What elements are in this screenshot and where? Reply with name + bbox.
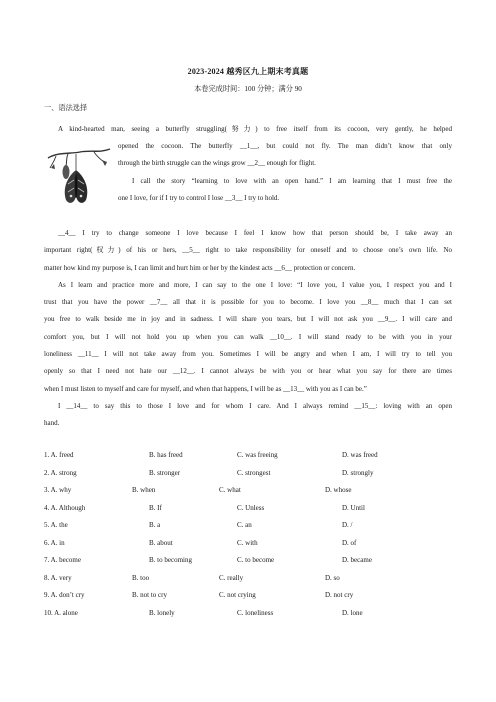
option-row [44, 591, 454, 609]
passage-line: openly so that I need not hate our __12__. I cannot always be with you or hear what you say for there are times [44, 367, 452, 376]
passage-line: through the birth struggle can the wings grow __2__ enough for flight. [118, 159, 316, 168]
passage-line: opened the cocoon. The butterfly __1__, but could not fly. The man didn’t know that only [118, 142, 452, 150]
option-c[interactable]: C. loneliness [237, 608, 274, 617]
option-c[interactable]: C. an [237, 521, 252, 529]
passage-line: As I learn and practice more and more, I can say to the one I love: “I love you, I value you, I respect you and I [58, 280, 452, 289]
passage-line: I call the story “learning to love with an open hand.” I am learning that I must free the [132, 176, 452, 185]
option-c[interactable]: C. what [219, 486, 241, 494]
passage-line: A kind-hearted man, seeing a butterfly struggling(努力) to free itself from its cocoon, very gently, he helped [58, 125, 452, 133]
passage-wrapped-text [118, 138, 452, 207]
option-b[interactable]: B. too [132, 573, 150, 582]
option-a[interactable]: 1. A. freed [44, 451, 74, 459]
option-row [44, 609, 454, 627]
option-b[interactable]: B. a [149, 521, 161, 529]
page-title: 2023-2024 越秀区九上期末考真题 [187, 67, 309, 76]
option-c[interactable]: C. Unless [237, 503, 265, 512]
option-b[interactable]: B. about [149, 538, 173, 547]
option-c[interactable]: C. really [219, 573, 244, 582]
option-a[interactable]: 3. A. why [44, 486, 72, 494]
option-d[interactable]: D. / [342, 521, 353, 529]
option-b[interactable]: B. not to cry [132, 591, 167, 599]
option-c[interactable]: C. strongest [237, 468, 271, 477]
option-d[interactable]: D. Until [342, 503, 365, 512]
option-a[interactable]: 8. A. very [44, 573, 72, 582]
option-c[interactable]: C. was freeing [237, 451, 278, 459]
option-b[interactable]: B. when [132, 486, 156, 494]
option-row [44, 486, 454, 504]
option-a[interactable]: 7. A. become [44, 556, 81, 564]
section-heading: 一、语法选择 [44, 104, 88, 112]
option-b[interactable]: B. has freed [149, 451, 183, 459]
option-c[interactable]: C. to become [237, 556, 275, 564]
option-a[interactable]: 6. A. in [44, 538, 65, 547]
option-a[interactable]: 9. A. don’t cry [44, 591, 85, 599]
passage-line: __4__ I try to change someone I love because I feel I know how that person should be, I take away an [58, 229, 452, 237]
passage-line: loneliness __11__ I will not take away from you. Sometimes I will be angry and when I am, I will try to tell you [44, 350, 452, 359]
passage-line: when I must listen to myself and care for myself, and when that happens, I will be as __13__ with you as I can be.” [44, 384, 367, 393]
option-row [44, 469, 454, 487]
option-b[interactable]: B. to becoming [149, 556, 192, 564]
option-d[interactable]: D. was freed [342, 451, 378, 459]
option-d[interactable]: D. lone [342, 608, 363, 617]
page-subtitle: 本卷完成时间：100 分钟；满分 90 [194, 85, 302, 93]
option-b[interactable]: B. If [149, 503, 162, 512]
option-row [44, 451, 454, 469]
option-row [44, 539, 454, 557]
passage-line: you free to walk beside me in joy and in sadness. I will share you tears, but I will not ask you __9__. I will care and [44, 315, 452, 324]
option-b[interactable]: B. stronger [149, 468, 181, 477]
option-c[interactable]: C. with [237, 538, 258, 547]
option-a[interactable]: 5. A. the [44, 521, 68, 529]
answer-options [44, 451, 454, 626]
passage-continued [44, 225, 452, 433]
option-row [44, 504, 454, 522]
option-a[interactable]: 4. A. Although [44, 503, 86, 512]
option-row [44, 574, 454, 592]
passage-line: one I love, for if I try to control I lose __3__ I try to hold. [118, 193, 280, 202]
option-row [44, 521, 454, 539]
option-b[interactable]: B. lonely [149, 608, 175, 617]
option-row [44, 556, 454, 574]
passage-paragraph-1-first-line [44, 121, 452, 138]
option-d[interactable]: D. became [342, 556, 372, 564]
option-d[interactable]: D. so [325, 573, 340, 582]
option-d[interactable]: D. not cry [325, 591, 354, 599]
option-c[interactable]: C. not crying [219, 591, 256, 599]
option-d[interactable]: D. strongly [342, 468, 374, 477]
passage-line: hand. [44, 419, 60, 428]
passage-line: trust that you have the power __7__ all that it is possible for you to become. I love you __8__ much that I can set [44, 298, 452, 307]
option-a[interactable]: 10. A. alone [44, 608, 78, 617]
passage-line: comfort you, but I will not hold you up when you can walk __10__. I will stand ready to be with you in your [44, 332, 452, 341]
option-a[interactable]: 2. A. strong [44, 468, 77, 477]
option-d[interactable]: D. of [342, 538, 357, 547]
passage-line: I __14__ to say this to those I love and for whom I care. And I always remind __15__: loving with an open [58, 401, 452, 410]
option-d[interactable]: D. whose [325, 486, 352, 494]
passage-line: important right(权力) of his or hers, __5__ right to take responsibility for oneself and to choose one’s own life. No [44, 246, 452, 255]
passage-line: matter how kind my purpose is, I can limit and hurt him or her by the kindest acts __6__ protection or concern. [44, 263, 356, 272]
butterfly-cocoon-illustration [46, 144, 112, 212]
